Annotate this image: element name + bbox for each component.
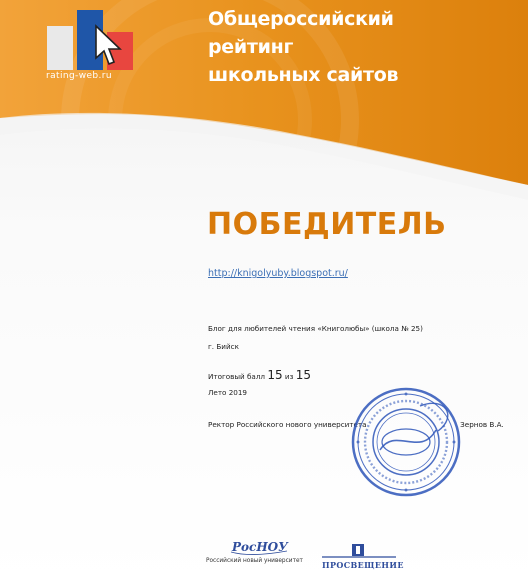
signature-line: Ректор Российского нового университета Зернов В.А. — [208, 420, 504, 429]
site-url-link[interactable]: http://knigolyuby.blogspot.ru/ — [208, 268, 348, 279]
site-description: Блог для любителей чтения «Книголюбы» (школа № 25) — [208, 324, 423, 333]
logo-caption: rating-web.ru — [46, 71, 112, 81]
score-max: 15 — [295, 368, 311, 382]
score-of: из — [284, 372, 294, 381]
title-line-2: рейтинг — [208, 36, 294, 58]
winner-heading: ПОБЕДИТЕЛЬ — [207, 207, 447, 242]
city-label: г. Бийск — [208, 342, 239, 351]
total-score — [208, 368, 311, 382]
rosnou-caption: Российский новый университет — [206, 558, 303, 564]
season-label: Лето 2019 — [208, 388, 247, 397]
score-value: 15 — [267, 368, 283, 382]
prosveshchenie-brand: ПРОСВЕЩЕНИЕ — [322, 560, 404, 570]
rosnou-brand: РосНОУ — [232, 540, 288, 554]
prosveshchenie-logo-icon — [322, 542, 396, 560]
stamp-seal-icon — [350, 386, 462, 498]
title-line-3: школьных сайтов — [208, 64, 399, 86]
title-line-1: Общероссийский — [208, 8, 394, 30]
page-title — [208, 5, 508, 89]
score-prefix: Итоговый балл — [208, 372, 266, 381]
